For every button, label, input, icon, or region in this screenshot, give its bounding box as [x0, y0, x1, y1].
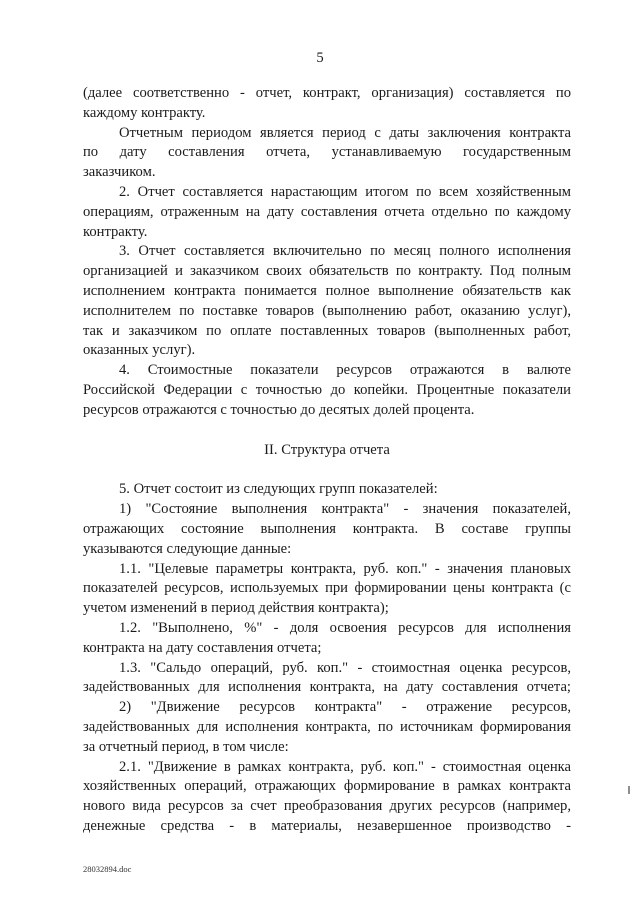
text-line: учетом изменений в период действия контракта); — [83, 600, 389, 617]
text-line: 1) "Состояние выполнения контракта" - значения показателей, — [119, 501, 571, 518]
document-body — [83, 84, 571, 837]
text-line: контракту. — [83, 223, 148, 240]
text-line: по дату составления отчета, устанавливаемую государственным — [83, 144, 571, 161]
text-line: денежные средства - в материалы, незавершенное производство - — [83, 817, 571, 834]
text-line: контракта на дату составления отчета; — [83, 639, 322, 656]
text-line: ресурсов отражаются с точностью до десятых долей процента. — [83, 401, 475, 418]
text-line: указываются следующие данные: — [83, 540, 292, 557]
text-line: 4. Стоимостные показатели ресурсов отражаются в валюте — [119, 362, 571, 379]
text-line: заказчиком. — [83, 164, 156, 181]
text-line: 2. Отчет составляется нарастающим итогом по всем хозяйственным — [119, 183, 571, 200]
paragraph-gap — [83, 460, 571, 480]
text-line: 2.1. "Движение в рамках контракта, руб. коп." - стоимостная оценка — [119, 758, 571, 775]
text-line: Российской Федерации с точностью до копейки. Процентные показатели — [83, 381, 571, 398]
text-line: оказанных услуг). — [83, 342, 196, 359]
scan-mark — [628, 786, 630, 794]
text-line: (далее соответственно - отчет, контракт, организация) составляется по — [83, 85, 571, 101]
paragraph-gap — [83, 421, 571, 441]
text-line: так и заказчиком по оплате поставленных товаров (выполненных работ, — [83, 322, 571, 339]
text-line: 1.3. "Сальдо операций, руб. коп." - стоимостная оценка ресурсов, — [119, 659, 571, 676]
text-line: 3. Отчет составляется включительно по месяц полного исполнения — [119, 243, 571, 260]
page-number: 5 — [316, 50, 324, 66]
text-line: Отчетным периодом является период с даты заключения контракта — [119, 124, 571, 141]
text-line: 1.1. "Целевые параметры контракта, руб. коп." - значения плановых — [119, 560, 571, 577]
text-line: организацией и заказчиком своих обязательств по контракту. Под полным — [83, 263, 571, 280]
text-line: 2) "Движение ресурсов контракта" - отражение ресурсов, — [119, 699, 571, 716]
text-line: показателей ресурсов, используемых при формировании цены контракта (с — [83, 580, 571, 597]
text-line: исполнением контракта понимается полное выполнение обязательств как — [83, 282, 571, 299]
text-line: 1.2. "Выполнено, %" - доля освоения ресурсов для исполнения — [119, 619, 571, 636]
footer-filename: 28032894.doc — [83, 864, 132, 874]
text-line: хозяйственных операций, отражающих формирование в рамках контракта — [83, 778, 571, 795]
text-line: каждому контракту. — [83, 104, 206, 121]
text-line: задействованных для исполнения контракта, по источникам формирования — [83, 718, 571, 735]
text-line: за отчетный период, в том числе: — [83, 738, 289, 755]
text-line: нового вида ресурсов за счет преобразования других ресурсов (например, — [83, 798, 571, 815]
text-line: исполнителем по поставке товаров (выполнению работ, оказанию услуг), — [83, 302, 571, 319]
text-line: задействованных для исполнения контракта, на дату составления отчета; — [83, 679, 571, 696]
section-heading: II. Структура отчета — [264, 441, 390, 458]
text-line: 5. Отчет состоит из следующих групп показателей: — [119, 481, 438, 498]
text-line: операциям, отраженным на дату составления отчета отдельно по каждому — [83, 203, 571, 220]
text-line: отражающих состояние выполнения контракта. В составе группы — [83, 520, 571, 537]
